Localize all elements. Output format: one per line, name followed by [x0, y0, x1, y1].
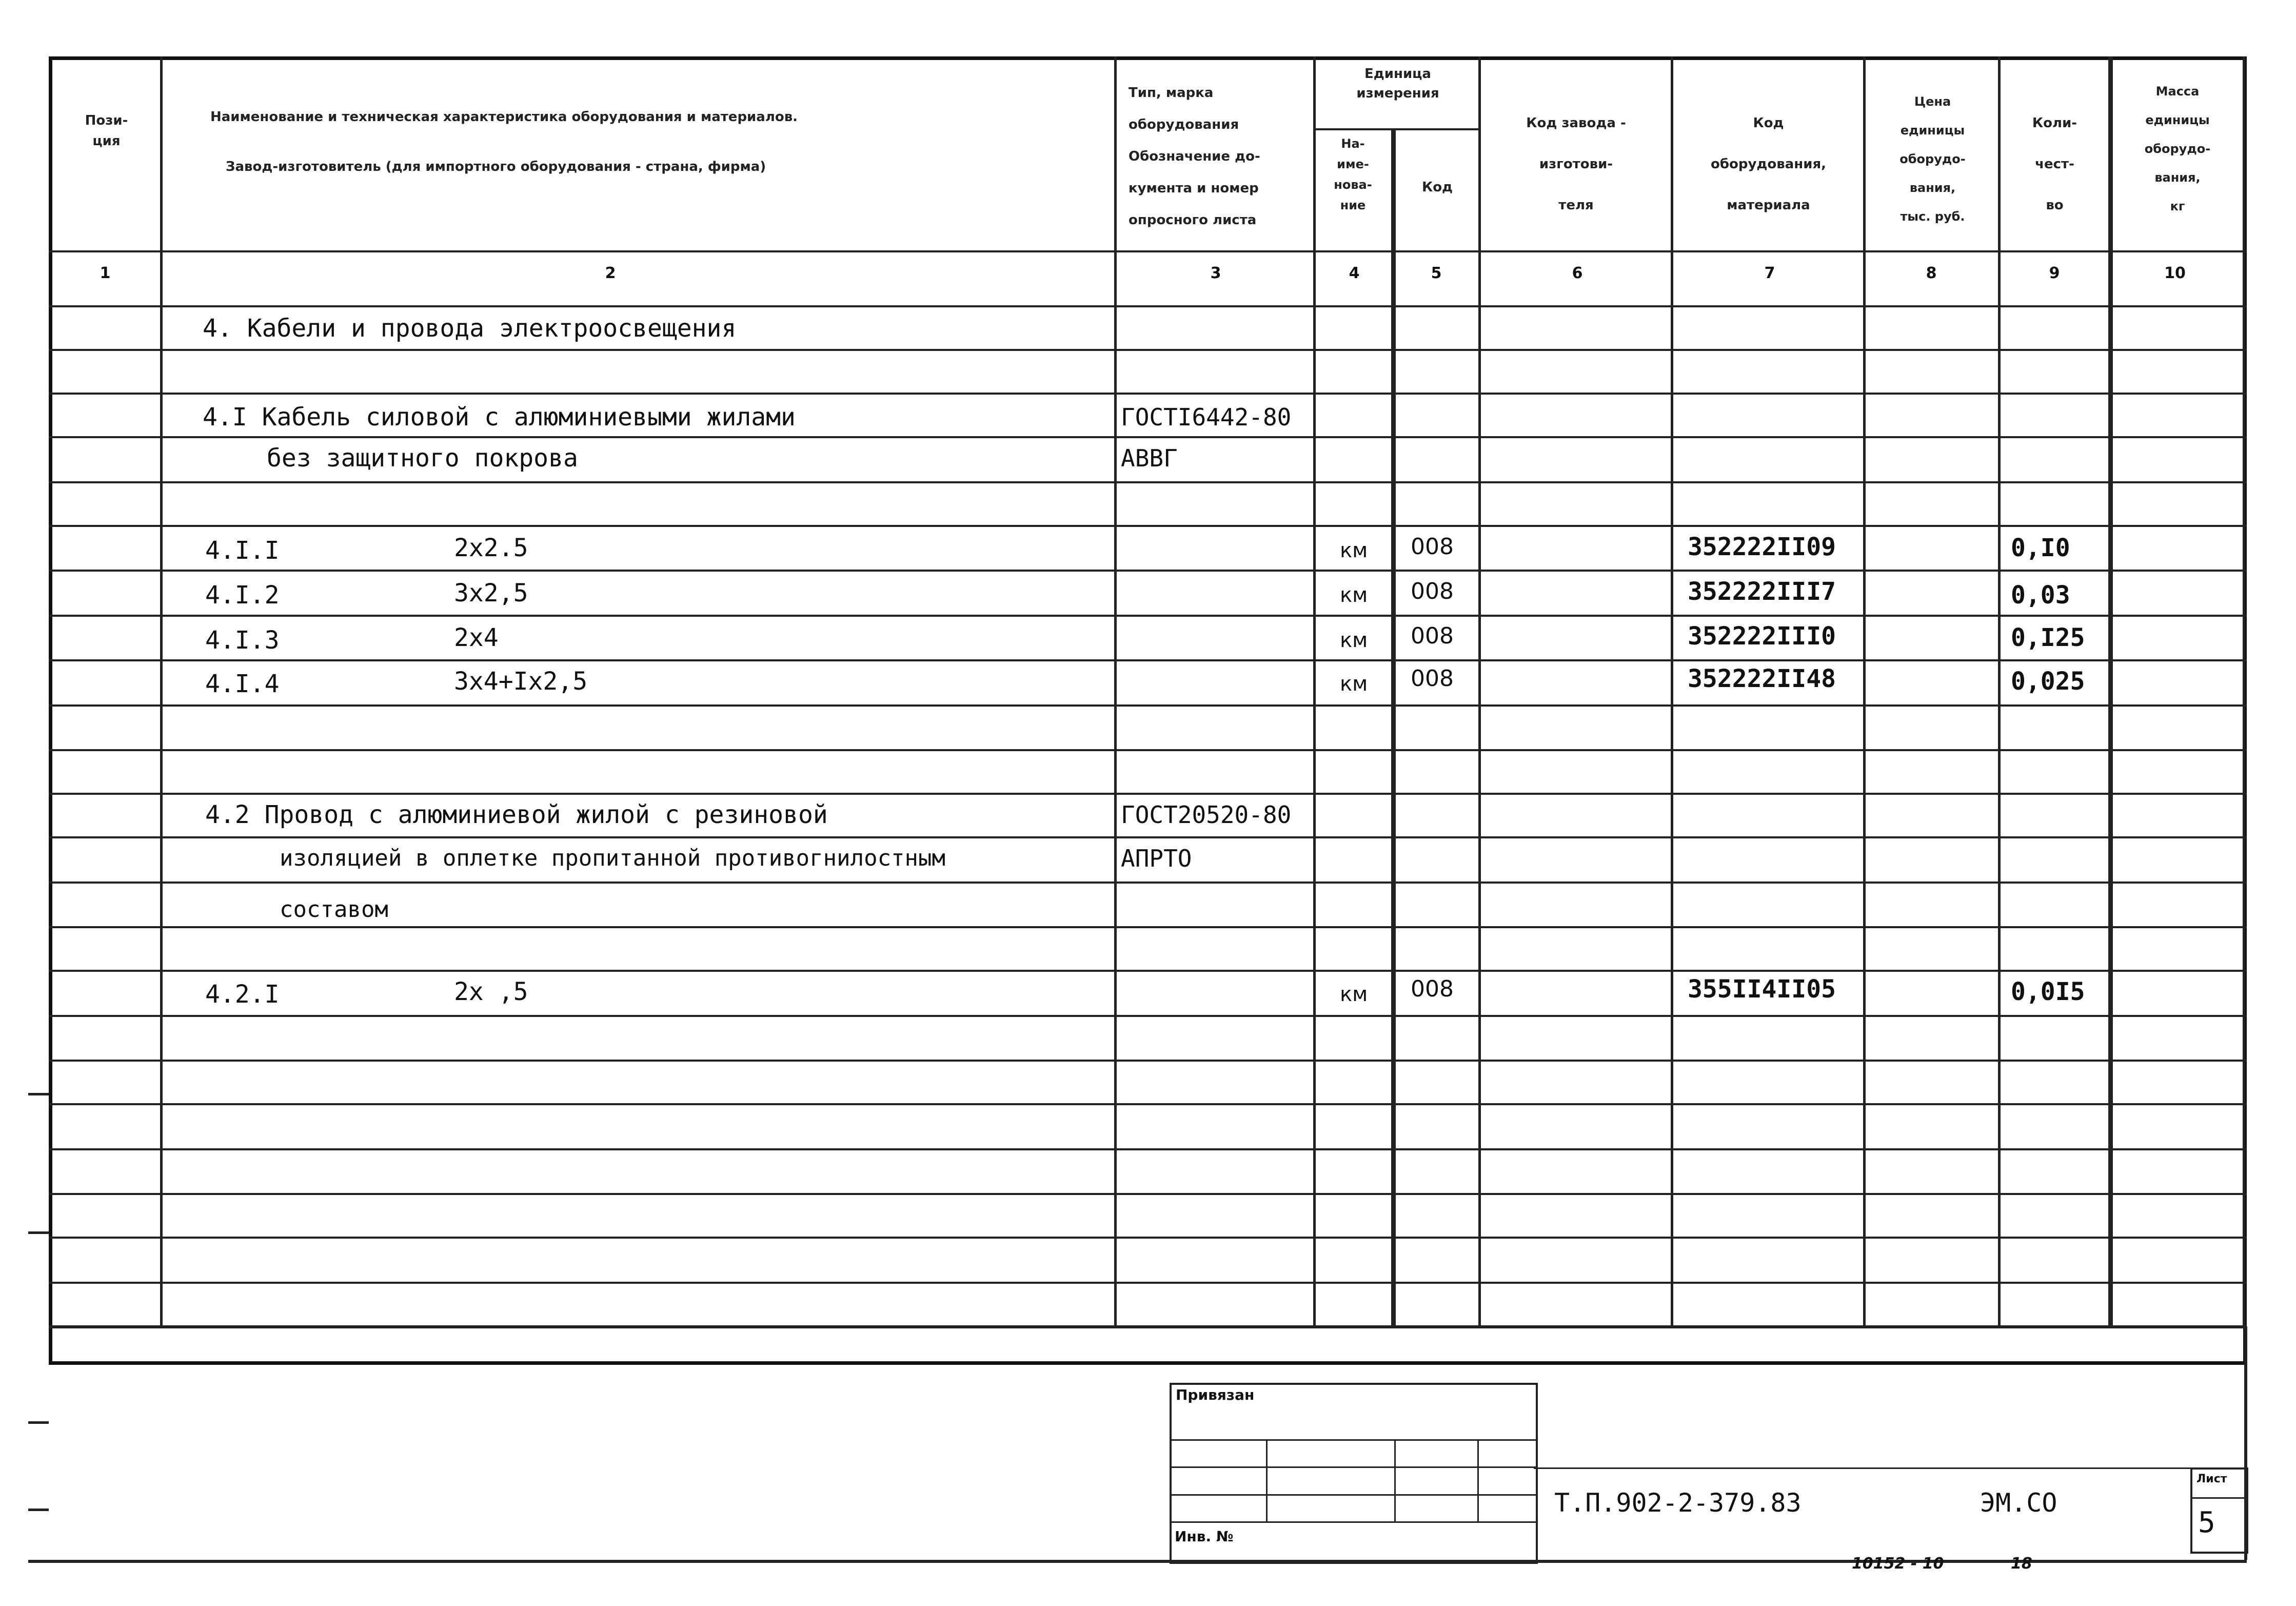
col-line: [1863, 56, 1866, 1326]
row-line: [49, 970, 2247, 972]
row-line: [49, 882, 2247, 884]
header-equipment-code: Код оборудования, материала: [1710, 115, 1827, 213]
table-row-quantity: 0,I25: [2011, 623, 2085, 652]
col-line: [2108, 56, 2113, 1326]
column-number: 7: [1764, 264, 1775, 282]
table-row-quantity: 0,03: [2011, 581, 2070, 610]
stamp-row-line: [1170, 1494, 1536, 1496]
table-row-quantity: 0,0I5: [2011, 977, 2085, 1006]
table-row-position: 4.I.3: [205, 626, 280, 655]
row-line: [49, 1282, 2247, 1284]
table-row-position: 4.2.I: [205, 980, 280, 1009]
header-factory-code: Код завода - изготови- теля: [1526, 115, 1626, 213]
item-standard: ГОСТI6442-80: [1121, 403, 1292, 431]
header-quantity: Коли- чест- во: [2032, 115, 2077, 213]
stamp-row-line: [1170, 1521, 1536, 1523]
column-number: 8: [1926, 264, 1937, 282]
col-line: [2243, 56, 2245, 1326]
row-line: [49, 525, 2247, 527]
row-line: [49, 481, 2247, 483]
sheet-number-line: [2190, 1497, 2246, 1499]
table-row-unit-code: 008: [1411, 623, 1454, 649]
col-line: [160, 56, 163, 1326]
stamp-col-line: [1394, 1439, 1396, 1521]
margin-tick: [28, 1231, 49, 1234]
item-subtitle: без защитного покрова: [267, 444, 578, 473]
stamp-privyazan: Привязан: [1176, 1386, 1255, 1403]
table-frame: [49, 56, 2247, 1365]
row-line: [49, 1193, 2247, 1195]
header-unit: Единица измерения: [1356, 66, 1439, 101]
header-position: Пози- ция: [85, 113, 128, 149]
sheet-label: Лист: [2196, 1473, 2227, 1485]
table-row-unit: км: [1340, 629, 1368, 652]
header-mass: Масса единицы оборудо- вания, кг: [2144, 84, 2211, 213]
row-line: [49, 615, 2247, 617]
column-number: 3: [1210, 264, 1221, 282]
table-row-unit-code: 008: [1411, 665, 1454, 692]
table-row-unit: км: [1340, 539, 1368, 562]
row-line: [49, 1060, 2247, 1062]
column-number: 2: [605, 264, 616, 282]
table-row-unit-code: 008: [1411, 534, 1454, 560]
item-description: изоляцией в оплетке пропитанной противогнилостным: [280, 845, 946, 871]
col-line: [1114, 56, 1117, 1326]
column-number: 9: [2049, 264, 2060, 282]
column-number: 10: [2164, 264, 2186, 282]
row-line: [49, 926, 2247, 928]
table-row-code: 352222II48: [1688, 664, 1836, 693]
col-line: [1391, 128, 1396, 1326]
row-line: [49, 436, 2247, 438]
sheet-number: 5: [2198, 1506, 2215, 1539]
table-row-code: 352222II09: [1688, 533, 1836, 561]
stamp-inventory-number: Инв. №: [1175, 1528, 1234, 1545]
table-row-code: 352222III0: [1688, 622, 1836, 651]
table-row-unit: км: [1340, 983, 1368, 1006]
col-line: [1671, 56, 1673, 1326]
table-row-unit: км: [1340, 672, 1368, 696]
table-row-spec: 3x2,5: [454, 579, 528, 608]
stamp-row-line: [1170, 1466, 1536, 1468]
archive-number: 10152 - 10: [1852, 1555, 1944, 1573]
unit-subheader-line: [1313, 128, 1480, 130]
row-line: [49, 836, 2247, 838]
row-line: [49, 704, 2247, 707]
item-brand: АПРТО: [1121, 845, 1192, 872]
col-line: [1313, 56, 1316, 1326]
col-line: [1478, 56, 1481, 1326]
row-line: [49, 1015, 2247, 1017]
table-row-quantity: 0,025: [2011, 667, 2085, 696]
row-line: [49, 570, 2247, 572]
stamp-col-line: [1477, 1439, 1479, 1521]
row-line: [49, 1237, 2247, 1239]
table-row-position: 4.I.2: [205, 581, 280, 610]
table-row-unit-code: 008: [1411, 976, 1454, 1002]
header-name-line1: Наименование и техническая характеристика оборудования и материалов.: [210, 109, 798, 125]
margin-tick: [28, 1509, 49, 1511]
table-row-code: 352222III7: [1688, 577, 1836, 606]
title-block-line: [1534, 1467, 2244, 1469]
margin-tick: [28, 1421, 49, 1424]
table-row-spec: 3x4+Ix2,5: [454, 667, 588, 696]
colnum-bottom-line: [49, 305, 2247, 307]
row-line: [49, 1148, 2247, 1150]
row-line: [49, 393, 2247, 395]
column-number: 6: [1572, 264, 1583, 282]
archive-suffix: 18: [2011, 1555, 2032, 1573]
margin-tick: [28, 1093, 49, 1095]
column-number: 4: [1349, 264, 1360, 282]
table-row-position: 4.I.4: [205, 670, 280, 698]
document-code: Т.П.902-2-379.83: [1554, 1488, 1802, 1518]
row-line: [49, 349, 2247, 351]
table-row-unit-code: 008: [1411, 578, 1454, 604]
header-unit-code: Код: [1421, 180, 1453, 195]
item-description: составом: [280, 896, 388, 923]
table-row-spec: 2x ,5: [454, 977, 528, 1006]
section-title: 4. Кабели и провода электроосвещения: [203, 314, 737, 343]
column-number: 5: [1431, 264, 1442, 282]
document-mark: ЭМ.СО: [1980, 1488, 2057, 1518]
row-line: [49, 793, 2247, 795]
table-row-spec: 2x4: [454, 623, 499, 652]
stamp-row-line: [1170, 1439, 1536, 1441]
item-title: 4.2 Провод с алюминиевой жилой с резиновой: [205, 800, 828, 829]
item-standard: ГОСТ20520-80: [1121, 801, 1292, 829]
item-title: 4.I Кабель силовой с алюминиевыми жилами: [203, 403, 796, 432]
header-name-line2: Завод-изготовитель (для импортного оборудования - страна, фирма): [226, 159, 766, 174]
row-line: [49, 749, 2247, 751]
header-price: Цена единицы оборудо- вания, тыс. руб.: [1899, 94, 1966, 224]
table-bottom-line: [49, 1325, 2247, 1328]
table-row-spec: 2x2.5: [454, 534, 528, 562]
column-number: 1: [100, 264, 111, 282]
item-brand: АВВГ: [1121, 444, 1178, 472]
table-row-code: 355II4II05: [1688, 975, 1836, 1004]
header-type: Тип, марка оборудования Обозначение до- кумента и номер опросного листа: [1129, 85, 1260, 228]
header-bottom-line: [49, 250, 2247, 252]
row-line: [49, 659, 2247, 661]
row-line: [49, 1103, 2247, 1105]
table-row-unit: км: [1340, 583, 1368, 607]
header-unit-name: На- име- нова- ние: [1334, 136, 1372, 212]
table-row-position: 4.I.I: [205, 536, 280, 565]
stamp-col-line: [1266, 1439, 1268, 1521]
col-line: [1998, 56, 2001, 1326]
table-row-quantity: 0,I0: [2011, 534, 2070, 562]
